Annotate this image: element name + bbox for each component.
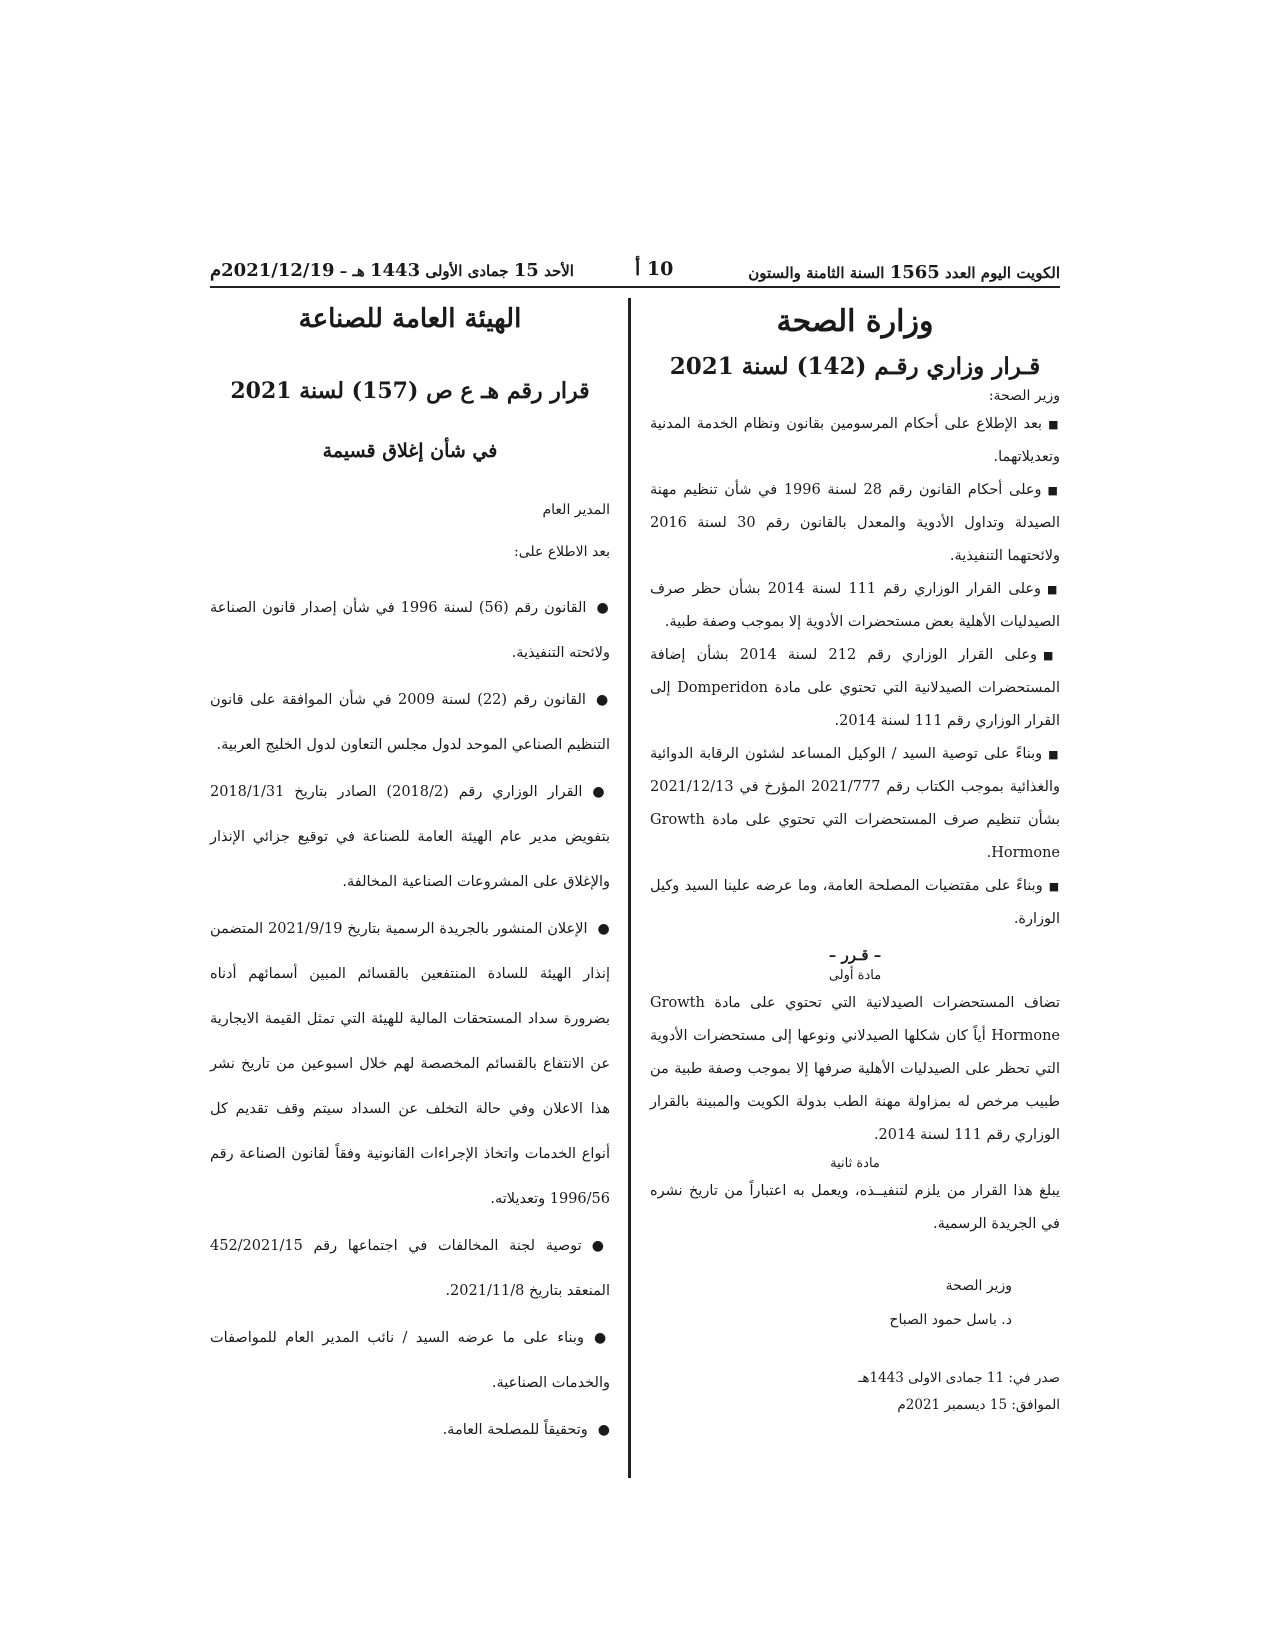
right-column [650,300,1060,1419]
clause-text: وبناءً على مقتضيات المصلحة العامة، وما عرضه علينا السيد وكيل الوزارة. [650,878,1060,927]
clause-text: وبناءً على توصية السيد / الوكيل المساعد لشئون الرقابة الدوائية والغذائية بموجب الكتاب رقم 2021/777 المؤرخ في 2021/12/13 بشأن تنظيم صرف المستحضرات التي تحتوي على مادة Growth Hormone. [650,746,1060,861]
list-item [210,1224,610,1314]
issued-gregorian: الموافق: 15 ديسمبر 2021م [897,1397,1060,1413]
article-2-heading: مادة ثانية [830,1156,880,1171]
signature-block [650,1269,1060,1337]
square-bullet-icon: ■ [1048,880,1060,893]
list-item [210,770,610,905]
after-review-line: بعد الاطلاع على: [514,544,610,560]
list-item [210,907,610,1222]
header-issue-number: 1565 [889,262,940,283]
bullet-dot-icon: ● [596,600,610,616]
clause-text: وعلى القرار الوزاري رقم 212 لسنة 2014 بشأن إضافة المستحضرات الصيدلانية التي تحتوي على مادة Domperidon إلى القرار الوزاري رقم 111 لسنة 2014. [650,647,1060,729]
signature-title: وزير الصحة [945,1278,1012,1294]
square-bullet-icon: ■ [1048,748,1060,761]
decree-title: قـرار وزاري رقـم (142) لسنة 2021 [669,353,1041,380]
article-1-heading: مادة أولى [828,968,882,983]
header-day-number: 15 [513,260,539,281]
square-bullet-icon: ■ [1047,583,1060,596]
header-month: جمادى الأولى [425,262,509,280]
preamble-clause [650,870,1060,936]
decree-topic: في شأن إغلاق قسيمة [322,440,498,462]
ministry-title: وزارة الصحة [776,304,934,339]
header-gregorian-date: 2021/12/19م [210,260,335,281]
issued-hijri: صدر في: 11 جمادى الاولى 1443هـ [858,1370,1060,1386]
bullet-dot-icon: ● [593,1330,610,1346]
list-item-text: القانون رقم (56) لسنة 1996 في شأن إصدار قانون الصناعة ولائحته التنفيذية. [210,600,610,661]
issuer-line: وزير الصحة: [988,388,1060,404]
clause-text: بعد الإطلاع على أحكام المرسومين بقانون ونظام الخدمة المدنية وتعديلاتهما. [650,416,1060,465]
header-publication: الكويت اليوم العدد [945,264,1060,282]
preamble-clause [650,408,1060,474]
header-issue-info [748,262,1060,283]
director-line: المدير العام [542,502,610,518]
issue-date-block [650,1365,1060,1419]
header-date [210,260,574,281]
signature-name: د. باسل حمود الصباح [889,1312,1012,1328]
header-year-text: السنة الثامنة والستون [748,264,885,282]
header-page-number: 10 أ [635,258,674,280]
clause-text: وعلى القرار الوزاري رقم 111 لسنة 2014 بشأن حظر صرف الصيدليات الأهلية بعض مستحضرات الأدوية إلا بموجب وصفة طبية. [650,581,1060,630]
list-item-text: القرار الوزاري رقم (2018/2) الصادر بتاريخ 2018/1/31 بتفويض مدير عام الهيئة العامة للصناعة في توقيع جزائي الإنذار والإغلاق على المشروعات الصناعية المخالفة. [210,784,610,890]
list-item-text: القانون رقم (22) لسنة 2009 في شأن الموافقة على قانون التنظيم الصناعي الموحد لدول مجلس التعاون لدول الخليج العربية. [210,692,610,753]
header-weekday: الأحد [544,262,574,280]
header-hijri-year: 1443 [370,260,421,281]
header-hijri-suffix: هـ – [339,262,365,280]
decided-heading: – قـرر – [828,946,882,964]
clause-text: وعلى أحكام القانون رقم 28 لسنة 1996 في شأن تنظيم مهنة الصيدلة وتداول الأدوية والمعدل بالقانون رقم 30 لسنة 2016 ولائحتهما التنفيذية. [650,482,1060,564]
list-item [210,1316,610,1406]
preamble-clause [650,639,1060,738]
square-bullet-icon: ■ [1048,418,1060,431]
preamble-clause [650,474,1060,573]
authority-title: الهيئة العامة للصناعة [298,304,522,334]
list-item [210,678,610,768]
bullet-dot-icon: ● [592,784,611,800]
list-item [210,586,610,676]
header-divider [210,286,1060,288]
list-item-text: الإعلان المنشور بالجريدة الرسمية بتاريخ 2021/9/19 المتضمن إنذار الهيئة للسادة المنتفعين بالقسائم المبين أسمائهم أدناه بضرورة سداد المستحقات المالية للهيئة التي تمثل القيمة الايجارية عن الانتفاع بالقسائم المخصصة لهم خلال اسبوعين من تاريخ نشر هذا الاعلان وفي حالة التخلف عن السداد سيتم وقف تقديم كل أنواع الخدمات واتخاذ الإجراءات القانونية وفقاً لقانون الصناعة رقم 1996/56 وتعديلاته. [210,921,610,1207]
left-column [210,300,610,1455]
list-item-text: وبناء على ما عرضه السيد / نائب المدير العام للمواصفات والخدمات الصناعية. [210,1330,610,1391]
page-header [210,258,1060,286]
list-item-text: توصية لجنة المخالفات في اجتماعها رقم 452/2021/15 المنعقد بتاريخ 2021/11/8. [210,1238,610,1299]
article-1-text: تضاف المستحضرات الصيدلانية التي تحتوي على مادة Growth Hormone أياً كان شكلها الصيدلاني ونوعها إلى مستحضرات الأدوية التي تحظر على الصيدليات الأهلية صرفها إلا بموجب وصفة طبية من طبيب مرخص له بمزاولة مهنة الطب بدولة الكويت والمبينة بالقرار الوزاري رقم 111 لسنة 2014. [650,995,1060,1143]
bullet-dot-icon: ● [597,1422,610,1438]
bullet-dot-icon: ● [595,692,610,708]
list-item [210,1408,610,1453]
preamble-clause [650,738,1060,870]
article-2-text: يبلغ هذا القرار من يلزم لتنفيــذه، ويعمل به اعتباراً من تاريخ نشره في الجريدة الرسمية. [650,1183,1060,1232]
decree-title: قرار رقم هـ ع ص (157) لسنة 2021 [230,378,590,404]
square-bullet-icon: ■ [1043,649,1060,662]
bullet-dot-icon: ● [591,1238,610,1254]
square-bullet-icon: ■ [1047,484,1060,497]
bullet-dot-icon: ● [597,921,610,937]
list-item-text: وتحقيقاً للمصلحة العامة. [442,1422,588,1438]
column-divider [628,298,631,1478]
preamble-clause [650,573,1060,639]
